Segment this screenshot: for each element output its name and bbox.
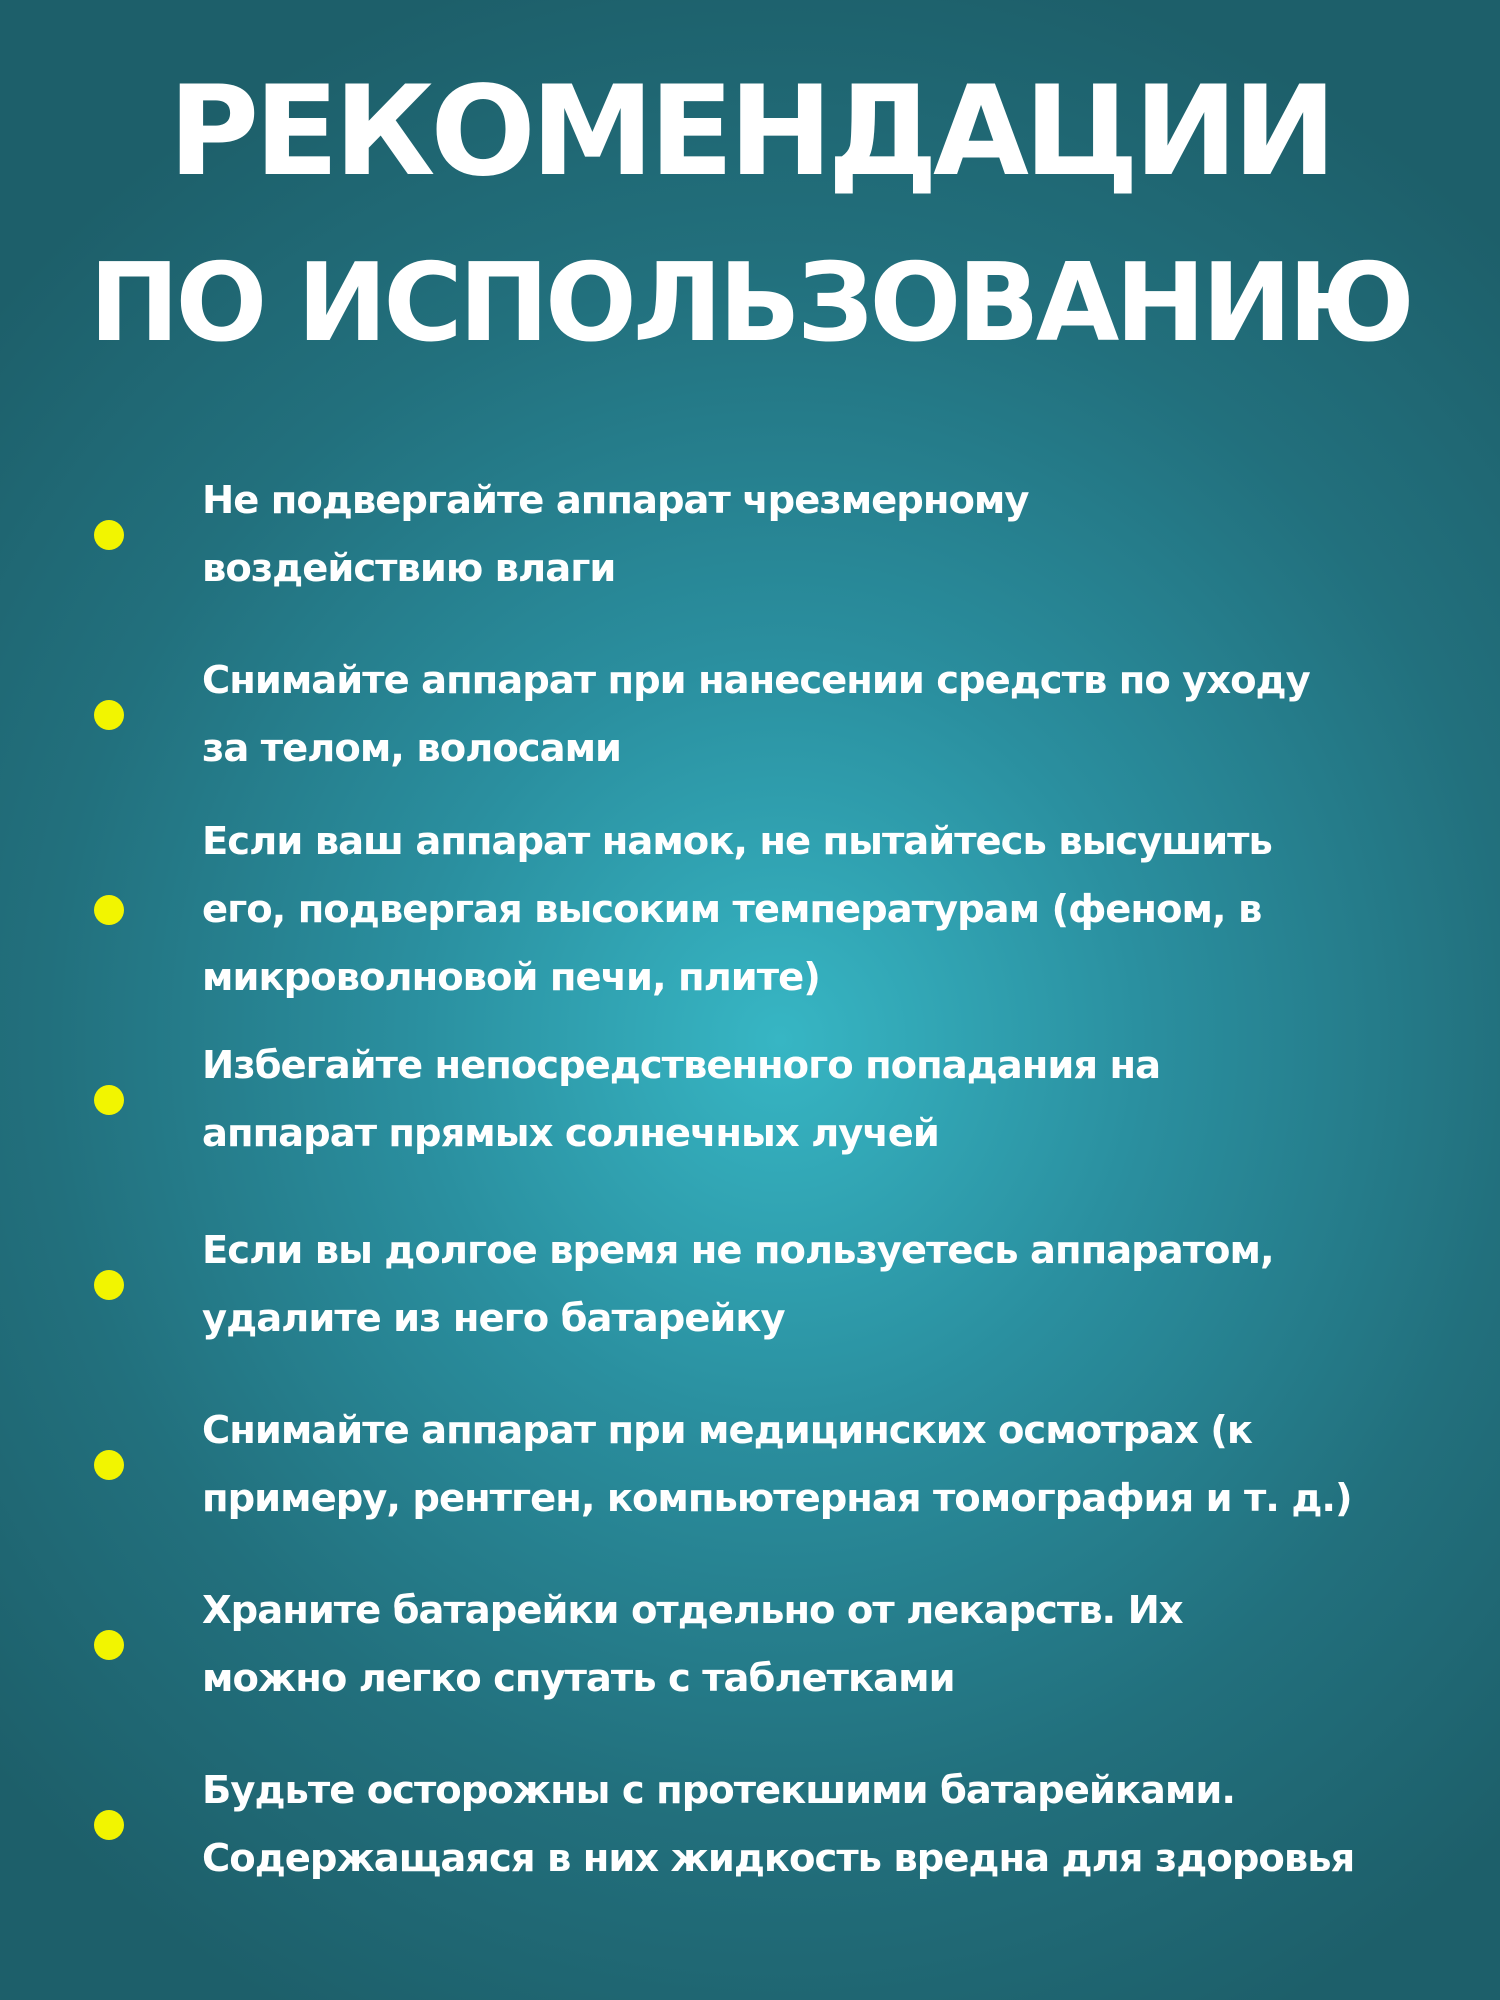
- page-title-line-1: РЕКОМЕНДАЦИИ: [168, 60, 1332, 204]
- page-title-line-2: ПО ИСПОЛЬЗОВАНИЮ: [89, 241, 1411, 366]
- list-item: [0, 1745, 1500, 1905]
- list-item-text: Не подвергайте аппарат чрезмерному воздействию влаги: [202, 478, 1029, 591]
- bullet-dot-icon: [94, 1450, 124, 1480]
- list-item-text: Снимайте аппарат при нанесении средств по уходу за телом, волосами: [202, 658, 1310, 771]
- list-item-text: Будьте осторожны с протекшими батарейками. Содержащаяся в них жидкость вредна для здоровья: [202, 1768, 1355, 1881]
- list-item-text: Избегайте непосредственного попадания на аппарат прямых солнечных лучей: [202, 1043, 1161, 1156]
- list-item: [0, 455, 1500, 615]
- bullet-dot-icon: [94, 895, 124, 925]
- list-item: [0, 635, 1500, 795]
- list-item-text: Если вы долгое время не пользуетесь аппаратом, удалите из него батарейку: [202, 1228, 1274, 1341]
- bullet-dot-icon: [94, 520, 124, 550]
- bullet-dot-icon: [94, 700, 124, 730]
- list-item-text: Если ваш аппарат намок, не пытайтесь высушить его, подвергая высоким температурам (феном, в микроволновой печи, плите): [202, 819, 1272, 1000]
- list-item: [0, 1385, 1500, 1545]
- bullet-dot-icon: [94, 1630, 124, 1660]
- list-item-text: Снимайте аппарат при медицинских осмотрах (к примеру, рентген, компьютерная томография и т. д.): [202, 1408, 1352, 1521]
- bullet-dot-icon: [94, 1085, 124, 1115]
- bullet-dot-icon: [94, 1810, 124, 1840]
- bullet-dot-icon: [94, 1270, 124, 1300]
- list-item-text: Храните батарейки отдельно от лекарств. Их можно легко спутать с таблетками: [202, 1588, 1183, 1701]
- list-item: [0, 810, 1500, 1010]
- list-item: [0, 1020, 1500, 1180]
- list-item: [0, 1565, 1500, 1725]
- list-item: [0, 1205, 1500, 1365]
